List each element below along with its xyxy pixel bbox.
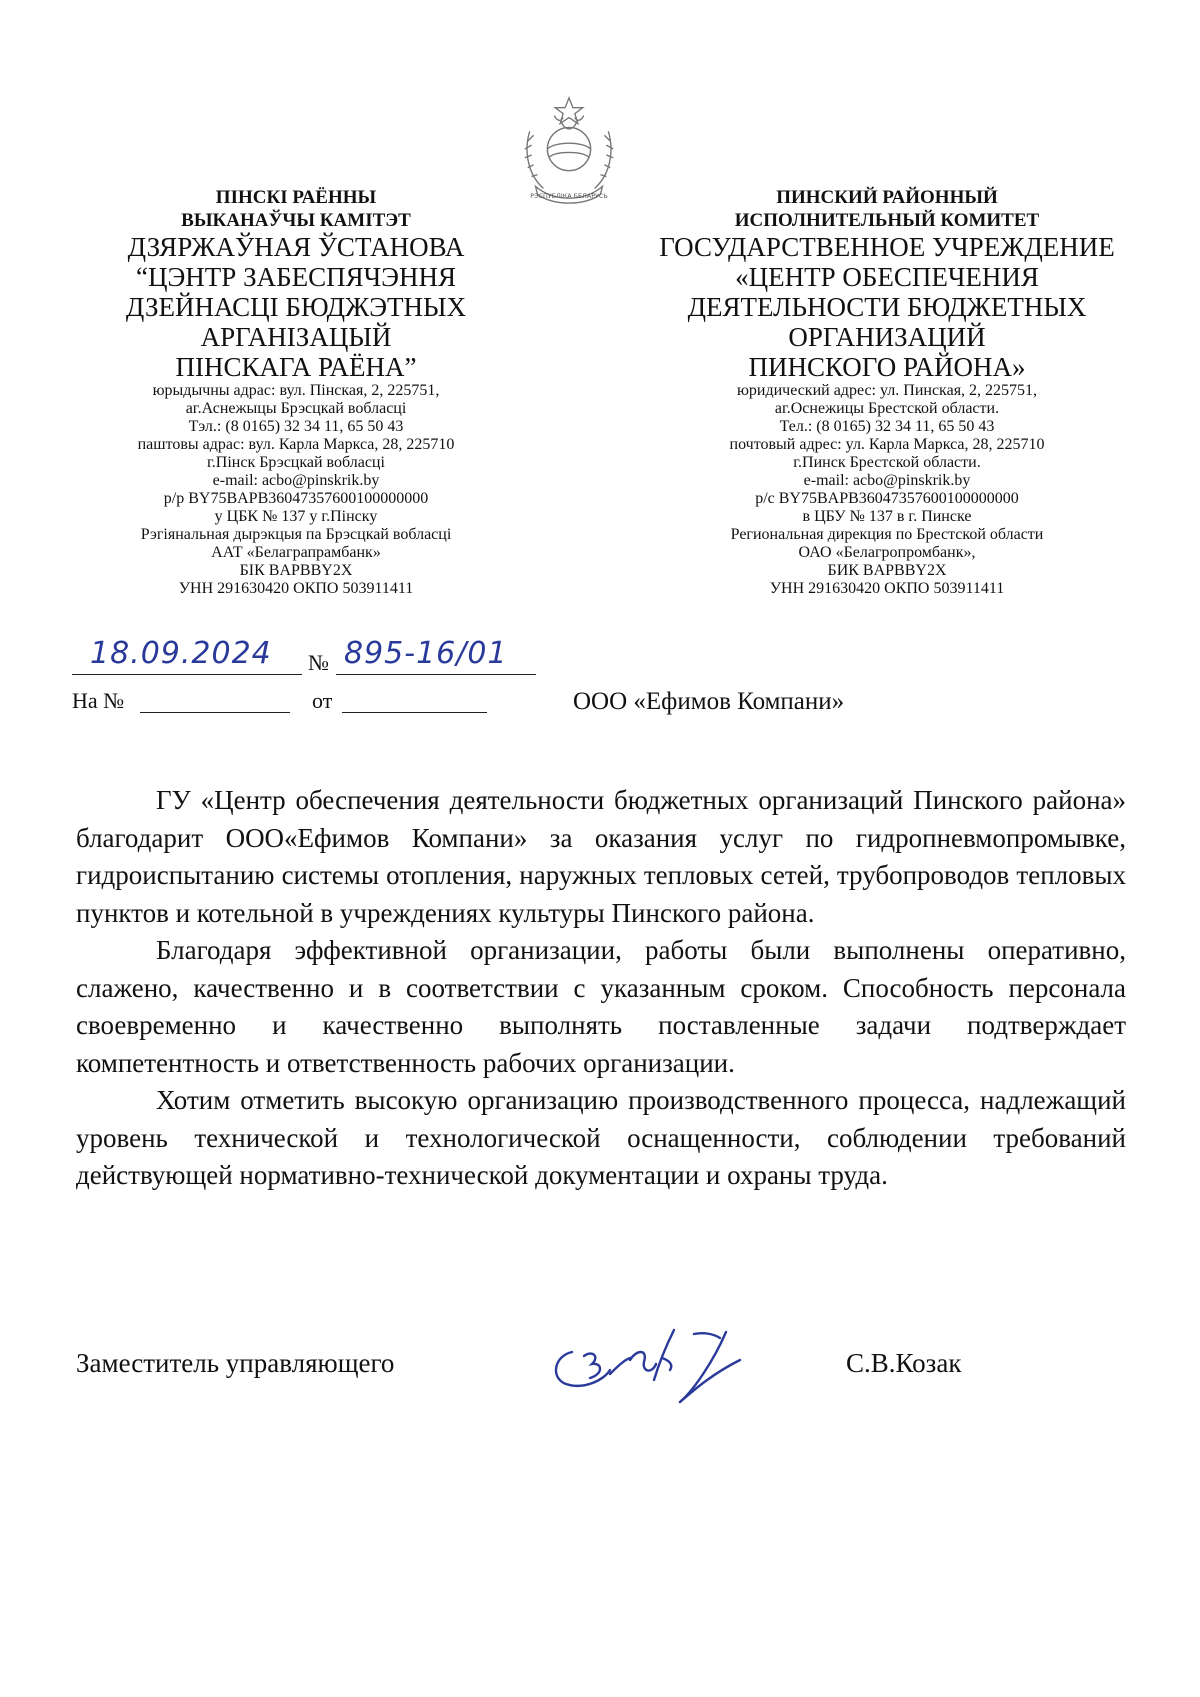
left-detail-line: р/р BY75BAPB36047357600100000000 <box>163 490 429 507</box>
right-email: e-mail: acbo@pinskrik.by <box>803 472 971 489</box>
left-email: e-mail: acbo@pinskrik.by <box>212 472 380 489</box>
signature-block <box>76 1348 1126 1418</box>
left-inst-line: ДЗЕЙНАСЦІ БЮДЖЭТНЫХ <box>125 292 467 322</box>
right-detail-line: Тел.: (8 0165) 32 34 11, 65 50 43 <box>779 418 995 435</box>
body-paragraph: Благодаря эффективной организации, работы были выполнены оперативно, слажено, качественно и в соответствии с указанным сроком. Способность персонала своевременно и качественно выполнять поставленные задачи подтверждает компетентность и ответственность рабочих организации. <box>76 935 1126 1078</box>
handwritten-signature-icon <box>544 1320 794 1410</box>
left-inst-line: ПІНСКАГА РАЁНА” <box>175 352 417 382</box>
right-inst-line: ДЕЯТЕЛЬНОСТИ БЮДЖЕТНЫХ <box>687 292 1087 322</box>
right-inst-line: «ЦЕНТР ОБЕСПЕЧЕНИЯ <box>735 262 1039 292</box>
handwritten-number: 895-16/01 <box>344 636 508 671</box>
signer-name: С.В.Козак <box>846 1348 962 1378</box>
right-inst-line: ГОСУДАРСТВЕННОЕ УЧРЕЖДЕНИЕ <box>659 232 1115 262</box>
left-detail-line: у ЦБК № 137 у г.Пінску <box>214 508 378 525</box>
handwritten-date: 18.09.2024 <box>90 636 272 671</box>
ref-underline <box>140 712 290 713</box>
left-detail-line: г.Пінск Брэсцкай вобласці <box>207 454 385 471</box>
left-inst-line: ДЗЯРЖАЎНАЯ ЎСТАНОВА <box>127 232 465 262</box>
addressee: ООО «Ефимов Компани» <box>573 688 845 715</box>
left-detail-line: юрыдычны адрас: вул. Пінская, 2, 225751, <box>152 382 440 399</box>
right-detail-line: р/с BY75BAPB36047357600100000000 <box>755 490 1019 507</box>
right-inst-line: ОРГАНИЗАЦИЙ <box>788 322 986 352</box>
right-detail-line: ОАО «Белагропромбанк», <box>798 544 976 561</box>
right-detail-line: Региональная дирекция по Брестской области <box>730 526 1044 543</box>
number-label: № <box>308 650 329 675</box>
letter-body <box>76 782 1126 1195</box>
right-detail-line: почтовый адрес: ул. Карла Маркса, 28, 225710 <box>729 436 1045 453</box>
body-paragraph: ГУ «Центр обеспечения деятельности бюджетных организаций Пинского района» благодарит ООО«Ефимов Компани» за оказания услуг по гидропневмопромывке, гидроиспытанию системы отопления, наружных тепловых сетей, трубопроводов тепловых пунктов и котельной в учреждениях культуры Пинского района. <box>76 785 1126 928</box>
left-detail-line: БІК BAPBBY2X <box>239 562 353 579</box>
right-detail-line: г.Пинск Брестской области. <box>793 454 981 471</box>
right-detail-line: в ЦБУ № 137 в г. Пинске <box>802 508 972 525</box>
left-org-line2: ВЫКАНАЎЧЫ КАМІТЭТ <box>181 210 411 231</box>
number-underline <box>336 674 536 675</box>
left-detail-line: УНН 291630420 ОКПО 503911411 <box>178 580 414 597</box>
right-detail-line: УНН 291630420 ОКПО 503911411 <box>769 580 1005 597</box>
right-org-line2: ИСПОЛНИТЕЛЬНЫЙ КОМИТЕТ <box>734 210 1040 231</box>
left-detail-line: ААТ «Белаграпрамбанк» <box>211 544 381 561</box>
right-inst-line: ПИНСКОГО РАЙОНА» <box>748 352 1026 382</box>
header-right-russian <box>652 186 1122 598</box>
left-detail-line: аг.Аснежыцы Брэсцкай вобласці <box>185 400 407 417</box>
left-org-line1: ПІНСКІ РАЁННЫ <box>215 187 377 208</box>
right-detail-line: БИК BAPBBY2X <box>827 562 947 579</box>
registration-block <box>72 636 542 713</box>
right-detail-line: аг.Оснежицы Брестской области. <box>774 400 1000 417</box>
left-detail-line: паштовы адрас: вул. Карла Маркса, 28, 225710 <box>137 436 455 453</box>
emblem-ribbon-text: РЭСПУБЛІКА БЕЛАРУСЬ <box>530 192 608 201</box>
left-detail-line: Рэгіянальная дырэкцыя па Брэсцкай вобласці <box>140 526 452 543</box>
from-underline <box>342 712 487 713</box>
left-inst-line: АРГАНІЗАЦЫЙ <box>200 322 392 352</box>
header-left-belarusian <box>61 186 531 598</box>
body-paragraph: Хотим отметить высокую организацию производственного процесса, надлежащий уровень технической и технологической оснащенности, соблюдении требований действующей нормативно-технической документации и охраны труда. <box>76 1085 1126 1190</box>
ref-label: На № <box>72 688 125 713</box>
left-detail-line: Тэл.: (8 0165) 32 34 11, 65 50 43 <box>188 418 404 435</box>
from-label: от <box>312 688 333 713</box>
right-org-line1: ПИНСКИЙ РАЙОННЫЙ <box>776 187 998 208</box>
left-inst-line: “ЦЭНТР ЗАБЕСПЯЧЭННЯ <box>136 262 456 292</box>
signer-title: Заместитель управляющего <box>76 1348 395 1378</box>
right-detail-line: юридический адрес: ул. Пинская, 2, 225751, <box>736 382 1038 399</box>
date-underline <box>72 674 302 675</box>
